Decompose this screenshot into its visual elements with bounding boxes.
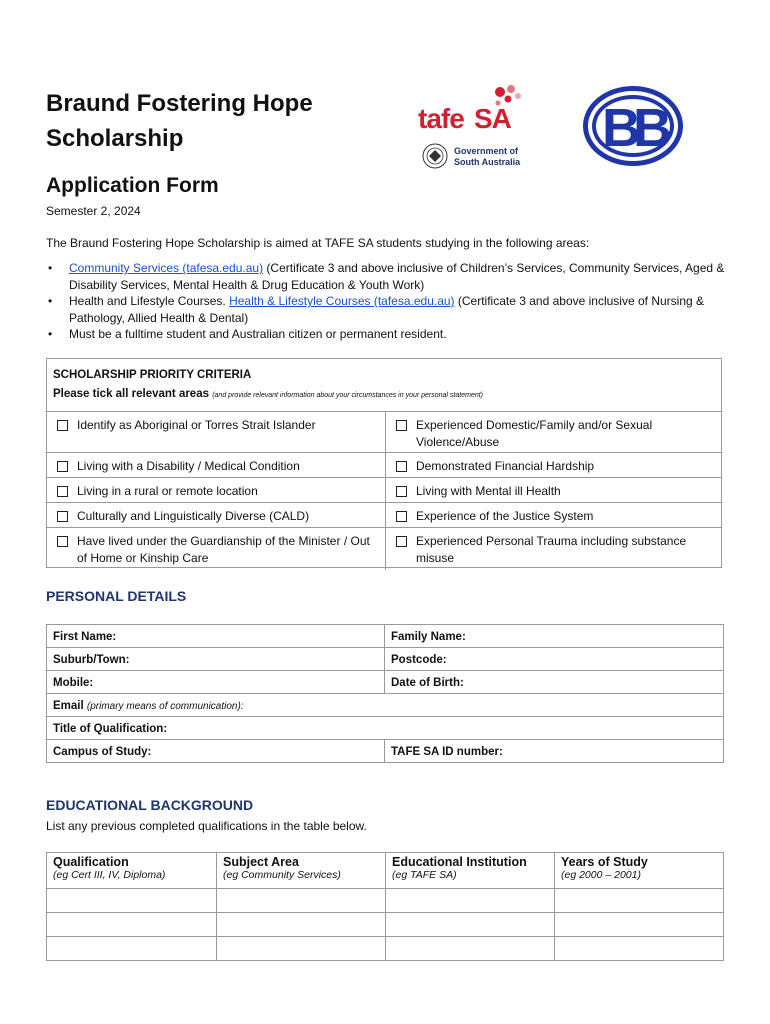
criteria-subheading: Please tick all relevant areas (and provide relevant information about your circumstances in your personal statement) bbox=[53, 388, 484, 400]
campus-field[interactable]: Campus of Study: bbox=[47, 740, 385, 763]
checkbox[interactable] bbox=[57, 486, 68, 497]
bb-logo-text: BB bbox=[602, 98, 664, 158]
table-cell[interactable] bbox=[555, 937, 724, 961]
criteria-option[interactable]: Living in a rural or remote location bbox=[47, 478, 386, 502]
personal-details-table bbox=[46, 624, 724, 763]
community-services-link[interactable]: Community Services (tafesa.edu.au) bbox=[69, 261, 264, 275]
education-table bbox=[46, 852, 724, 961]
table-cell[interactable] bbox=[217, 913, 386, 937]
list-item: • Health and Lifestyle Courses. Health & Lifestyle Courses (tafesa.edu.au) (Certificate 3 and above inclusive of Nursing & Pathology, Allied Health & Dental) bbox=[48, 294, 705, 325]
checkbox[interactable] bbox=[57, 420, 68, 431]
health-lifestyle-link[interactable]: Health & Lifestyle Courses (tafesa.edu.au) bbox=[229, 294, 455, 308]
checkbox[interactable] bbox=[396, 461, 407, 472]
table-cell[interactable] bbox=[555, 889, 724, 913]
table-cell[interactable] bbox=[386, 937, 555, 961]
page-title: Braund Fostering Hope Scholarship bbox=[46, 90, 313, 152]
table-cell[interactable] bbox=[386, 889, 555, 913]
table-cell[interactable] bbox=[555, 913, 724, 937]
suburb-field[interactable]: Suburb/Town: bbox=[47, 648, 385, 671]
education-intro: List any previous completed qualifications in the table below. bbox=[46, 819, 367, 833]
criteria-option[interactable]: Living with Mental ill Health bbox=[386, 478, 721, 502]
column-header: Educational Institution (eg TAFE SA) bbox=[386, 853, 555, 889]
areas-list bbox=[46, 260, 726, 343]
form-title: Application Form bbox=[46, 174, 219, 197]
table-cell[interactable] bbox=[217, 937, 386, 961]
criteria-option[interactable]: Experience of the Justice System bbox=[386, 503, 721, 527]
checkbox[interactable] bbox=[396, 486, 407, 497]
svg-text:tafe: tafe bbox=[418, 103, 464, 134]
intro-text: The Braund Fostering Hope Scholarship is aimed at TAFE SA students studying in the following areas: bbox=[46, 236, 590, 250]
column-header: Subject Area (eg Community Services) bbox=[217, 853, 386, 889]
list-item: • Must be a fulltime student and Australian citizen or permanent resident. bbox=[48, 327, 447, 341]
criteria-option[interactable]: Culturally and Linguistically Diverse (CALD) bbox=[47, 503, 386, 527]
postcode-field[interactable]: Postcode: bbox=[385, 648, 724, 671]
gov-line1: Government of bbox=[454, 146, 519, 156]
column-header: Qualification (eg Cert III, IV, Diploma) bbox=[47, 853, 217, 889]
qualification-field[interactable]: Title of Qualification: bbox=[47, 717, 724, 740]
criteria-grid bbox=[47, 411, 721, 570]
svg-text:SA: SA bbox=[474, 103, 511, 134]
checkbox[interactable] bbox=[396, 420, 407, 431]
semester-label: Semester 2, 2024 bbox=[46, 204, 141, 218]
dob-field[interactable]: Date of Birth: bbox=[385, 671, 724, 694]
tafesa-logo bbox=[418, 84, 533, 174]
bb-logo bbox=[581, 84, 685, 168]
criteria-option[interactable]: Living with a Disability / Medical Condition bbox=[47, 453, 386, 477]
criteria-option[interactable]: Have lived under the Guardianship of the Minister / Out of Home or Kinship Care bbox=[47, 528, 386, 570]
criteria-option[interactable]: Identify as Aboriginal or Torres Strait Islander bbox=[47, 412, 386, 452]
table-cell[interactable] bbox=[217, 889, 386, 913]
checkbox[interactable] bbox=[396, 511, 407, 522]
table-cell[interactable] bbox=[386, 913, 555, 937]
checkbox[interactable] bbox=[57, 536, 68, 547]
table-cell[interactable] bbox=[47, 937, 217, 961]
checkbox[interactable] bbox=[57, 461, 68, 472]
table-cell[interactable] bbox=[47, 913, 217, 937]
family-name-field[interactable]: Family Name: bbox=[385, 625, 724, 648]
gov-line2: South Australia bbox=[454, 157, 521, 167]
first-name-field[interactable]: First Name: bbox=[47, 625, 385, 648]
criteria-heading: SCHOLARSHIP PRIORITY CRITERIA bbox=[53, 369, 252, 381]
personal-details-heading: PERSONAL DETAILS bbox=[46, 588, 187, 604]
criteria-option[interactable]: Demonstrated Financial Hardship bbox=[386, 453, 721, 477]
criteria-option[interactable]: Experienced Personal Trauma including substance misuse bbox=[386, 528, 721, 570]
mobile-field[interactable]: Mobile: bbox=[47, 671, 385, 694]
checkbox[interactable] bbox=[396, 536, 407, 547]
tafe-id-field[interactable]: TAFE SA ID number: bbox=[385, 740, 724, 763]
criteria-option[interactable]: Experienced Domestic/Family and/or Sexual Violence/Abuse bbox=[386, 412, 721, 452]
priority-criteria-box bbox=[46, 358, 722, 568]
email-field[interactable]: Email (primary means of communication): bbox=[47, 694, 724, 717]
list-item: • Community Services (tafesa.edu.au) (Certificate 3 and above inclusive of Children’s Services, Community Services, Aged & Disability Services, Mental Health & Drug Education & Youth Work) bbox=[48, 261, 725, 292]
table-cell[interactable] bbox=[47, 889, 217, 913]
checkbox[interactable] bbox=[57, 511, 68, 522]
column-header: Years of Study (eg 2000 – 2001) bbox=[555, 853, 724, 889]
educational-background-heading: EDUCATIONAL BACKGROUND bbox=[46, 797, 254, 813]
